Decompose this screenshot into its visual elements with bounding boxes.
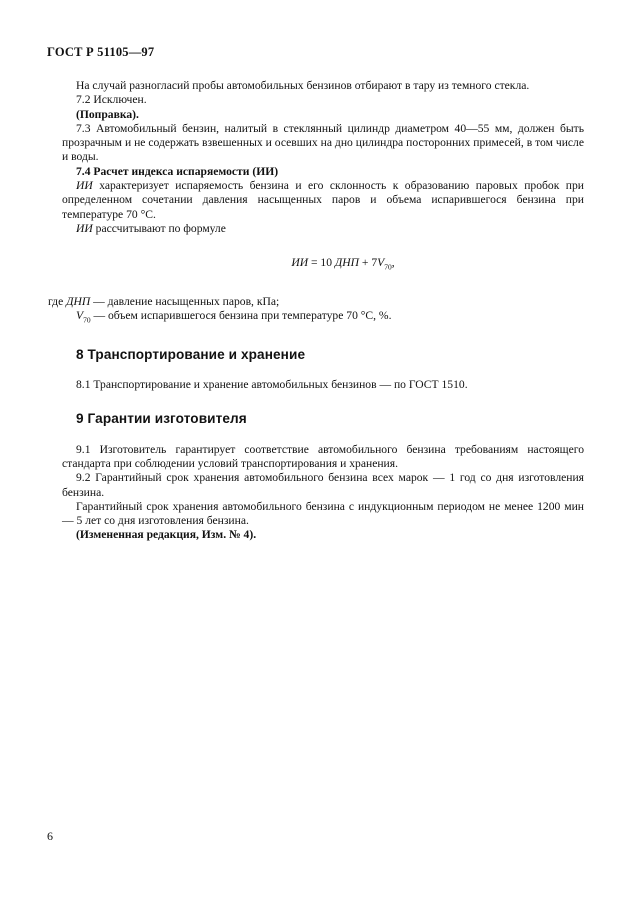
where-v-text: — объем испарившегося бензина при температуре 70 °С, %.	[90, 309, 392, 323]
section-8-title: 8 Транспортирование и хранение	[76, 346, 306, 362]
where-line-v70	[62, 309, 584, 328]
paragraph-ii-formula-intro	[62, 222, 584, 236]
formula-dnp: ДНП	[334, 256, 360, 270]
where-v-sub: 70	[83, 315, 91, 325]
where-v: V	[76, 309, 84, 323]
formula-eq: = 10	[308, 256, 335, 270]
formula-v: V	[377, 256, 385, 270]
formula-intro-text: рассчитывают по формуле	[92, 221, 226, 235]
where-dnp-text: — давление насыщенных паров, кПа;	[90, 294, 280, 308]
ii-definition-text: характеризует испаряемость бензина и его склонность к образованию паровых пробок при определенном сочетании давления насыщенных паров и объема испарившегося бензина при температуре 70 °С.	[62, 179, 584, 221]
formula-lhs: ИИ	[291, 256, 309, 270]
paragraph-9-1: 9.1 Изготовитель гарантирует соответствие автомобильного бензина требованиям настоящего стандарта при соблюдении условий транспортирования и хранения.	[62, 442, 584, 470]
document-code-header: ГОСТ Р 51105—97	[47, 45, 155, 59]
abbr-ii: ИИ	[76, 179, 93, 193]
paragraph-7-4-heading: 7.4 Расчет индекса испаряемости (ИИ)	[76, 164, 279, 178]
formula-tail: ,	[391, 256, 395, 270]
paragraph-8-1: 8.1 Транспортирование и хранение автомобильных бензинов — по ГОСТ 1510.	[76, 378, 468, 392]
document-body	[48, 79, 584, 543]
paragraph-9-2-cont: Гарантийный срок хранения автомобильного бензина с индукционным периодом не менее 1200 мин — 5 лет со дня изготовления бензина.	[62, 499, 584, 528]
where-line-dnp	[48, 295, 584, 309]
paragraph-sampling: На случай разногласий пробы автомобильных бензинов отбирают в тару из темного стекла.	[76, 79, 530, 92]
paragraph-9-2: 9.2 Гарантийный срок хранения автомобильного бензина всех марок — 1 год со дня изготовления бензина.	[62, 471, 584, 499]
formula	[102, 256, 584, 275]
section-9-title: 9 Гарантии изготовителя	[76, 411, 247, 427]
paragraph-7-3: 7.3 Автомобильный бензин, налитый в стеклянный цилиндр диаметром 40—55 мм, должен быть прозрачным и не содержать взвешенных и осевших на дно цилиндра посторонних примесей, в том числе и воды.	[62, 121, 584, 164]
where-dnp: ДНП	[66, 294, 91, 308]
page-number: 6	[47, 829, 53, 843]
paragraph-7-2: 7.2 Исключен.	[76, 93, 147, 107]
where-prefix: где	[48, 294, 67, 308]
paragraph-ii-definition	[62, 179, 584, 222]
paragraph-correction: (Поправка).	[76, 107, 139, 121]
formula-plus: + 7	[359, 256, 378, 270]
abbr-ii-2: ИИ	[76, 221, 93, 235]
formula-sub: 70	[384, 262, 392, 272]
paragraph-amendment: (Измененная редакция, Изм. № 4).	[76, 528, 257, 542]
